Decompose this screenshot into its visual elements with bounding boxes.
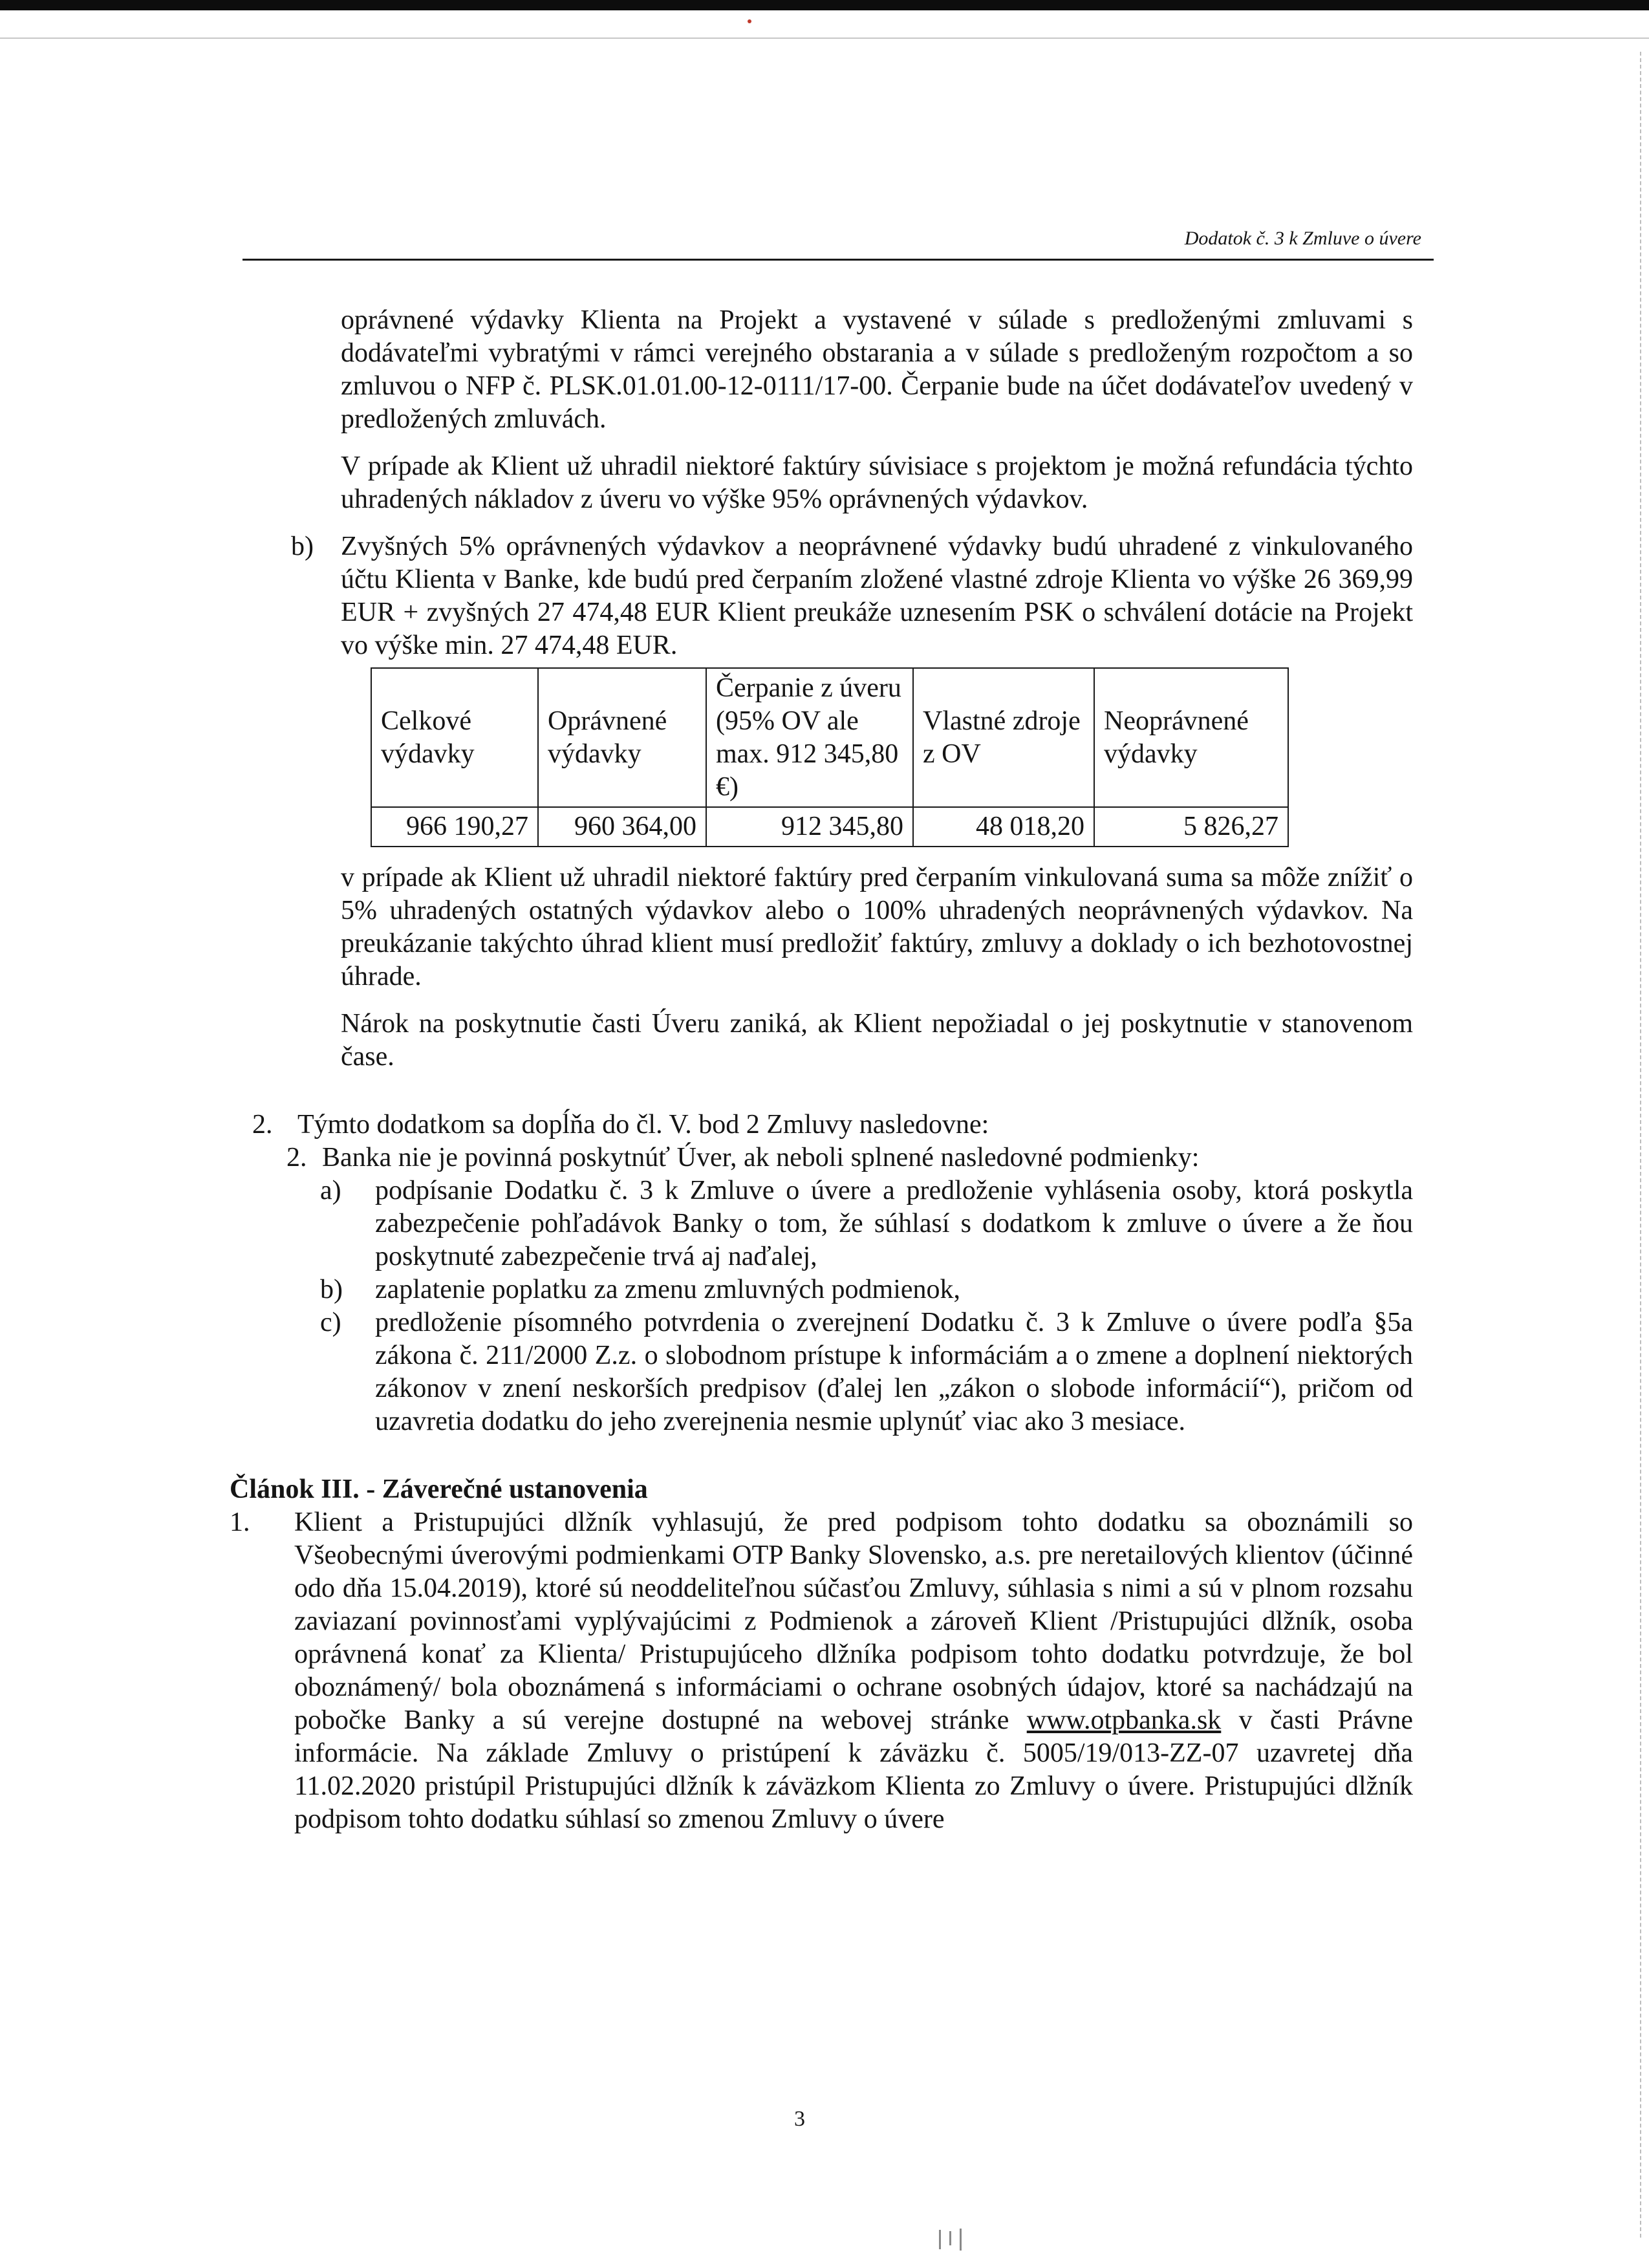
table-header-cell: Vlastné zdroje z OV <box>913 668 1094 807</box>
condition-label: a) <box>320 1176 341 1205</box>
scan-speck <box>960 2229 962 2251</box>
header-rule <box>242 259 1434 261</box>
condition-text: podpísanie Dodatku č. 3 k Zmluve o úvere a predloženie vyhlásenia osoby, ktorá poskytla zabezpečenie pohľadávok Banky o tom, že súhlasí s dodatkom k zmluve o úvere a že ňou poskytnuté zabezpečenie trvá aj naďalej, <box>375 1176 1413 1271</box>
table-header-cell: Čerpanie z úveru (95% OV ale max. 912 345,80 €) <box>706 668 913 807</box>
table-header-cell: Neoprávnené výdavky <box>1094 668 1288 807</box>
article-text-part: v časti Právne informácie. Na základe Zmluvy o pristúpení k záväzku č. 5005/19/013-ZZ-07 uzavretej dňa 11.02.2020 pristúpil Pristupujúci dlžník k záväzkom Klienta zo Zmluvy o úvere. Pristupujúci dlžník podpisom tohto dodatku súhlasí so zmenou Zmluvy o úvere <box>294 1705 1414 1834</box>
numbered-point-2 <box>230 1108 1413 1141</box>
paragraph-vinkulacia: v prípade ak Klient už uhradil niektoré faktúry pred čerpaním vinkulovaná suma sa môže znížiť o 5% uhradených ostatných výdavkov alebo o 100% uhradených neoprávnených výdavkov. Na preukázanie takýchto úhrad klient musí predložiť faktúry, zmluvy a doklady o ich bezhotovostnej úhrade. <box>341 863 1413 991</box>
page-header-title: Dodatok č. 3 k Zmluve o úvere <box>1184 228 1421 249</box>
table-cell: 48 018,20 <box>913 807 1094 847</box>
table-header-cell: Celkové výdavky <box>371 668 538 807</box>
condition-item-c <box>230 1306 1413 1438</box>
table-cell: 912 345,80 <box>706 807 913 847</box>
point-text: Týmto dodatkom sa dopĺňa do čl. V. bod 2 Zmluvy nasledovne: <box>297 1110 989 1139</box>
scan-right-edge <box>1640 52 1641 2238</box>
scan-top-line <box>0 38 1649 39</box>
condition-text: zaplatenie poplatku za zmenu zmluvných podmienok, <box>375 1275 961 1304</box>
table-header-cell: Oprávnené výdavky <box>538 668 706 807</box>
condition-text: predloženie písomného potvrdenia o zverejnení Dodatku č. 3 k Zmluve o úvere podľa §5a zákona č. 211/2000 Z.z. o slobodnom prístupe k informáciám a o zmene a doplnení niektorých zákonov v znení neskorších predpisov (ďalej len „zákon o slobode informácií“), pričom od uzavretia dodatku do jeho zverejnenia nesmie uplynúť viac ako 3 mesiace. <box>375 1308 1413 1436</box>
paragraph-refund: V prípade ak Klient už uhradil niektoré faktúry súvisiace s projektom je možná refundácia týchto uhradených nákladov z úveru vo výške 95% oprávnených výdavkov. <box>341 451 1413 514</box>
article-heading: Článok III. - Záverečné ustanovenia <box>230 1474 648 1504</box>
condition-label: c) <box>320 1308 341 1337</box>
table-cell: 966 190,27 <box>371 807 538 847</box>
sub-point-text: Banka nie je povinná poskytnúť Úver, ak neboli splnené nasledovné podmienky: <box>322 1143 1200 1172</box>
website-link[interactable]: www.otpbanka.sk <box>1026 1705 1222 1735</box>
list-item-label: b) <box>291 532 314 561</box>
page-number: 3 <box>794 2107 805 2131</box>
paragraph-narok: Nárok na poskytnutie časti Úveru zaniká, ak Klient nepožiadal o jej poskytnutie v stanovenom čase. <box>341 1009 1413 1072</box>
sub-point-number: 2. <box>286 1143 307 1172</box>
table-cell: 5 826,27 <box>1094 807 1288 847</box>
list-item-text: Zvyšných 5% oprávnených výdavkov a neoprávnené výdavky budú uhradené z vinkulovaného účtu Klienta v Banke, kde budú pred čerpaním zložené vlastné zdroje Klienta vo výške 26 369,99 EUR + zvyšných 27 474,48 EUR Klient preukáže uznesením PSK o schválení dotácie na Projekt vo výške min. 27 474,48 EUR. <box>341 532 1413 660</box>
table-cell: 960 364,00 <box>538 807 706 847</box>
table-row <box>371 807 1288 847</box>
scan-top-band <box>0 0 1649 10</box>
article-point-number: 1. <box>230 1507 250 1537</box>
condition-item-a <box>230 1174 1413 1273</box>
scan-speck <box>939 2230 941 2249</box>
document-body <box>230 304 1413 1836</box>
table-header-row <box>371 668 1288 807</box>
article-point-text <box>294 1506 1413 1836</box>
list-item-b <box>230 530 1413 662</box>
article-text-part: Klient a Pristupujúci dlžník vyhlasujú, že pred podpisom tohto dodatku sa oboznámili so Všeobecnými úverovými podmienkami OTP Banky Slovensko, a.s. pre neretailových klientov (účinné odo dňa 15.04.2019), ktoré sú neoddeliteľnou súčasťou Zmluvy, súhlasia s nimi a sú v plnom rozsahu zaviazaní povinnosťami vyplývajúcimi z Podmienok a zároveň Klient /Pristupujúci dlžník, osoba oprávnená konať za Klienta/ Pristupujúceho dlžníka podpisom tohto dodatku potvrdzuje, že bol oboznámený/ bola oboznámená s informáciami o ochrane osobných údajov, ktoré sa nachádzajú na pobočke Banky a sú verejne dostupné na webovej stránke <box>294 1507 1413 1735</box>
sub-point-2 <box>230 1141 1413 1174</box>
article-point-1 <box>230 1506 1413 1836</box>
costs-table <box>371 667 1289 847</box>
condition-label: b) <box>320 1275 343 1304</box>
point-number: 2. <box>252 1110 273 1139</box>
red-mark <box>748 19 751 23</box>
condition-item-b <box>230 1273 1413 1306</box>
scan-speck <box>949 2231 951 2245</box>
paragraph-continuation: oprávnené výdavky Klienta na Projekt a vystavené v súlade s predloženými zmluvami s dodávateľmi vybratými v rámci verejného obstarania a v súlade s predloženým rozpočtom a so zmluvou o NFP č. PLSK.01.01.00-12-0111/17-00. Čerpanie bude na účet dodávateľov uvedený v predložených zmluvách. <box>341 305 1413 434</box>
